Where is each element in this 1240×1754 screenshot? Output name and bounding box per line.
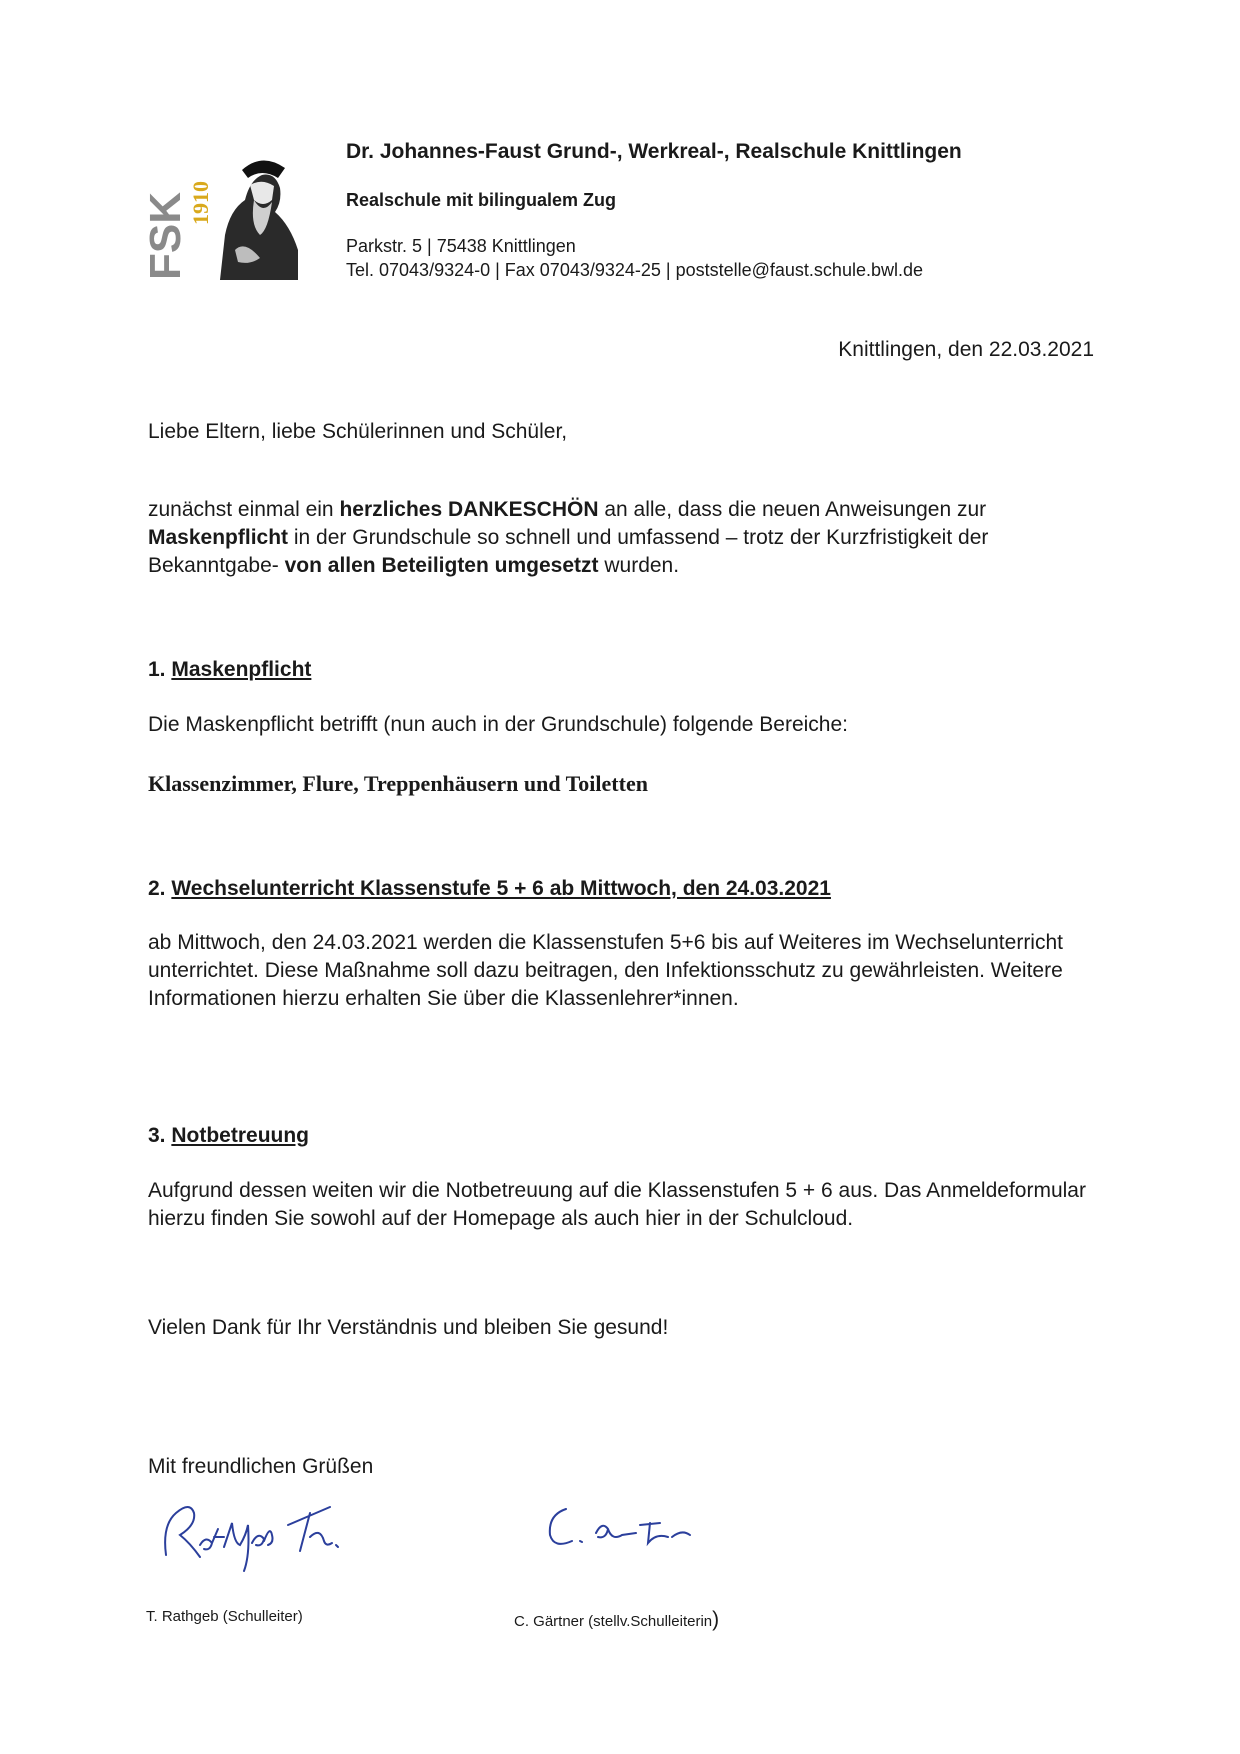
section-heading-3: 3. Notbetreuung <box>148 1124 310 1147</box>
school-contact: Tel. 07043/9324-0 | Fax 07043/9324-25 | poststelle@faust.schule.bwl.de <box>346 260 923 280</box>
thanks-line: Vielen Dank für Ihr Verständnis und bleiben Sie gesund! <box>148 1316 669 1339</box>
signature-rathgeb <box>160 1485 380 1580</box>
mask-areas: Klassenzimmer, Flure, Treppenhäusern und Toiletten <box>148 771 648 796</box>
school-logo <box>141 140 300 285</box>
intro-paragraph: zunächst einmal ein herzliches DANKESCHÖN an alle, dass die neuen Anweisungen zur Maskenpflicht in der Grundschule so schnell und umfassend – trotz der Kurzfristigkeit der Bekanntgabe- von allen Beteiligten umgesetzt wurden. <box>148 498 989 577</box>
section-heading-1: 1. Maskenpflicht <box>148 658 312 681</box>
section-body-3: Aufgrund dessen weiten wir die Notbetreuung auf die Klassenstufen 5 + 6 aus. Das Anmeldeformular hierzu finden Sie sowohl auf der Homepage als auch hier in der Schulcloud. <box>148 1179 1086 1230</box>
school-subtitle: Realschule mit bilingualem Zug <box>346 190 617 210</box>
letter-date: Knittlingen, den 22.03.2021 <box>838 338 1094 361</box>
section-body-1: Die Maskenpflicht betrifft (nun auch in der Grundschule) folgende Bereiche: <box>148 713 849 736</box>
logo-year: 1910 <box>188 181 213 225</box>
logo-text: FSK <box>141 192 190 280</box>
signer-name-2: C. Gärtner (stellv.Schulleiterin) <box>514 1608 720 1631</box>
signer-name-1: T. Rathgeb (Schulleiter) <box>146 1608 303 1625</box>
section-body-2: ab Mittwoch, den 24.03.2021 werden die Klassenstufen 5+6 bis auf Weiteres im Wechselunterricht unterrichtet. Diese Maßnahme soll dazu beitragen, den Infektionsschutz zu gewährleisten. Weitere Informationen hierzu erhalten Sie über die Klassenlehrer*innen. <box>148 931 1063 1010</box>
portrait-illustration <box>220 160 298 280</box>
school-name: Dr. Johannes-Faust Grund-, Werkreal-, Realschule Knittlingen <box>346 140 962 163</box>
section-heading-2: 2. Wechselunterricht Klassenstufe 5 + 6 ab Mittwoch, den 24.03.2021 <box>148 877 831 900</box>
salutation: Liebe Eltern, liebe Schülerinnen und Schüler, <box>148 420 568 443</box>
signature-gaertner <box>540 1485 720 1570</box>
school-address: Parkstr. 5 | 75438 Knittlingen <box>346 236 576 256</box>
closing-line: Mit freundlichen Grüßen <box>148 1455 374 1478</box>
